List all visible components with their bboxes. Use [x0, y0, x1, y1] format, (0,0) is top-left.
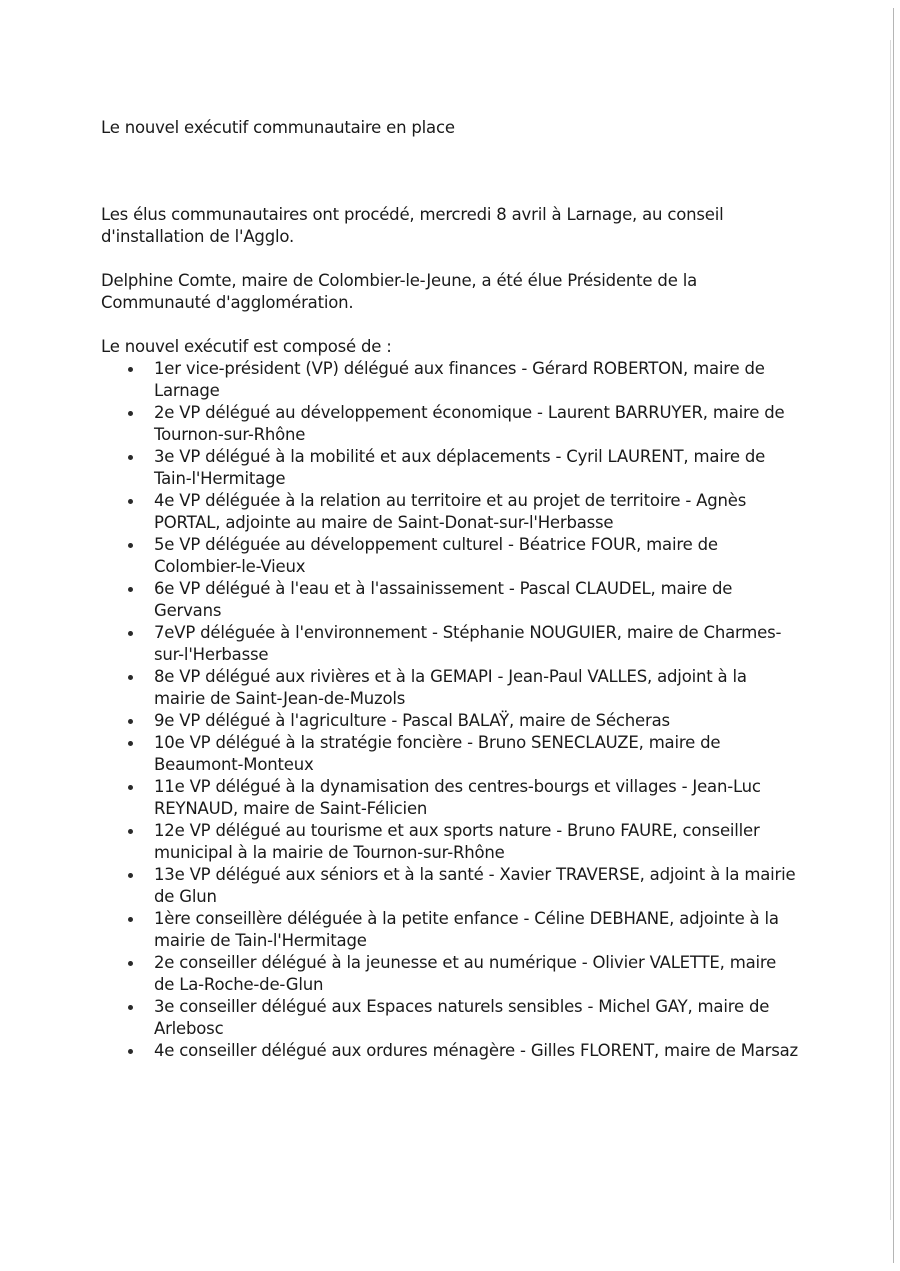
list-item: 1ère conseillère déléguée à la petite enfance - Céline DEBHANE, adjointe à la mairie de Tain-l'Hermitage: [101, 908, 801, 952]
president-paragraph: Delphine Comte, maire de Colombier-le-Jeune, a été élue Présidente de la Communauté d'agglomération.: [101, 271, 697, 312]
list-item: 2e conseiller délégué à la jeunesse et au numérique - Olivier VALETTE, maire de La-Roche-de-Glun: [101, 952, 801, 996]
list-item: 9e VP délégué à l'agriculture - Pascal BALAŸ, maire de Sécheras: [101, 710, 801, 732]
list-item: 3e VP délégué à la mobilité et aux déplacements - Cyril LAURENT, maire de Tain-l'Hermitage: [101, 446, 801, 490]
list-item: 13e VP délégué aux séniors et à la santé - Xavier TRAVERSE, adjoint à la mairie de Glun: [101, 864, 801, 908]
list-item: 5e VP déléguée au développement culturel - Béatrice FOUR, maire de Colombier-le-Vieux: [101, 534, 801, 578]
list-item: 1er vice-président (VP) délégué aux finances - Gérard ROBERTON, maire de Larnage: [101, 358, 801, 402]
delegate-councillor-list: [101, 908, 801, 1062]
intro-paragraph: Les élus communautaires ont procédé, mercredi 8 avril à Larnage, au conseil d'installation de l'Agglo.: [101, 205, 724, 246]
list-item: 2e VP délégué au développement économique - Laurent BARRUYER, maire de Tournon-sur-Rhône: [101, 402, 801, 446]
list-item: 12e VP délégué au tourisme et aux sports nature - Bruno FAURE, conseiller municipal à la mairie de Tournon-sur-Rhône: [101, 820, 801, 864]
executive-intro: Le nouvel exécutif est composé de :: [101, 337, 392, 356]
page-scan-edge-faint: [890, 40, 891, 1220]
document-body: [101, 117, 801, 1062]
list-item: 11e VP délégué à la dynamisation des centres-bourgs et villages - Jean-Luc REYNAUD, maire de Saint-Félicien: [101, 776, 801, 820]
list-item: 6e VP délégué à l'eau et à l'assainissement - Pascal CLAUDEL, maire de Gervans: [101, 578, 801, 622]
list-item: 3e conseiller délégué aux Espaces naturels sensibles - Michel GAY, maire de Arlebosc: [101, 996, 801, 1040]
page-scan-edge: [893, 8, 894, 1263]
list-item: 10e VP délégué à la stratégie foncière - Bruno SENECLAUZE, maire de Beaumont-Monteux: [101, 732, 801, 776]
vice-president-list: [101, 358, 801, 908]
list-item: 7eVP déléguée à l'environnement - Stéphanie NOUGUIER, maire de Charmes-sur-l'Herbasse: [101, 622, 801, 666]
list-item: 4e conseiller délégué aux ordures ménagère - Gilles FLORENT, maire de Marsaz: [101, 1040, 801, 1062]
list-item: 4e VP déléguée à la relation au territoire et au projet de territoire - Agnès PORTAL, adjointe au maire de Saint-Donat-sur-l'Herbasse: [101, 490, 801, 534]
list-item: 8e VP délégué aux rivières et à la GEMAPI - Jean-Paul VALLES, adjoint à la mairie de Saint-Jean-de-Muzols: [101, 666, 801, 710]
document-title: Le nouvel exécutif communautaire en place: [101, 118, 455, 137]
